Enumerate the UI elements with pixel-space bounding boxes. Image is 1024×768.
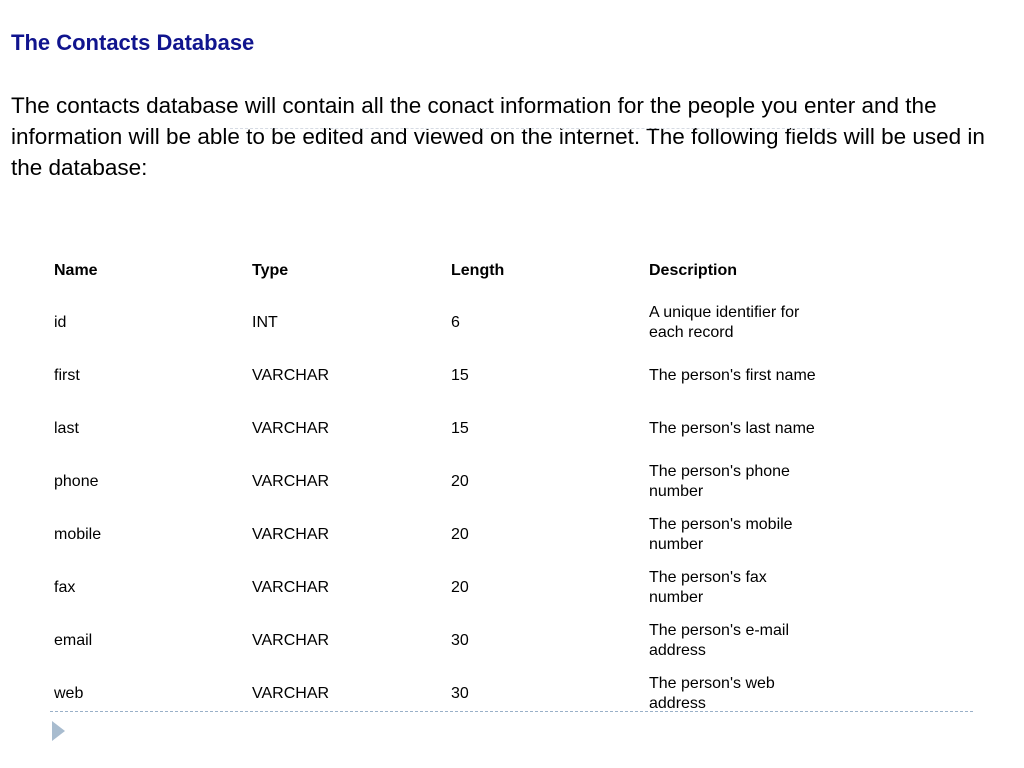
field-description-cell: [637, 614, 847, 667]
faint-divider: [230, 128, 830, 129]
field-type: INT: [252, 313, 278, 331]
field-length: 30: [451, 631, 469, 649]
slide-title: The Contacts Database: [11, 30, 255, 55]
field-description-cell: [637, 455, 847, 508]
table-row: [42, 296, 847, 349]
table-row: [42, 508, 847, 561]
field-length: 20: [451, 525, 469, 543]
header-description: Description: [649, 261, 738, 279]
field-length: 6: [451, 313, 460, 331]
field-type: VARCHAR: [252, 525, 330, 543]
header-name: Name: [54, 261, 98, 279]
header-type: Type: [252, 261, 289, 279]
field-name: web: [54, 684, 84, 702]
field-name: last: [54, 419, 79, 437]
field-name: first: [54, 366, 80, 384]
field-name: email: [54, 631, 93, 649]
field-type: VARCHAR: [252, 472, 330, 490]
field-description-cell: [637, 349, 847, 402]
field-description: The person's fax number: [649, 568, 767, 606]
fields-table: [42, 245, 847, 720]
field-length: 15: [451, 419, 469, 437]
bottom-dashed-divider: [50, 711, 973, 712]
field-name: mobile: [54, 525, 102, 543]
table-row: [42, 667, 847, 720]
field-description-cell: [637, 561, 847, 614]
field-description: A unique identifier for each record: [649, 303, 800, 341]
table-header-row: [42, 245, 847, 296]
field-description-cell: [637, 296, 847, 349]
field-type: VARCHAR: [252, 578, 330, 596]
field-description: The person's first name: [649, 366, 816, 384]
triangle-bullet-icon: [52, 721, 65, 741]
table-row: [42, 614, 847, 667]
field-type: VARCHAR: [252, 684, 330, 702]
table-row: [42, 561, 847, 614]
field-length: 15: [451, 366, 469, 384]
field-length: 20: [451, 472, 469, 490]
field-description: The person's web address: [649, 674, 775, 712]
field-description: The person's e-mail address: [649, 621, 789, 659]
field-description: The person's mobile number: [649, 515, 793, 553]
table-row: [42, 455, 847, 508]
field-description-cell: [637, 402, 847, 455]
field-type: VARCHAR: [252, 419, 330, 437]
field-description: The person's phone number: [649, 462, 790, 500]
intro-paragraph: The contacts database will contain all the conact information for the people you enter and the information will be able to be edited and viewed on the internet. The following fields will be used in the database:: [11, 93, 985, 180]
field-name: id: [54, 313, 67, 331]
table-row: [42, 349, 847, 402]
field-description: The person's last name: [649, 419, 815, 437]
field-length: 20: [451, 578, 469, 596]
field-type: VARCHAR: [252, 366, 330, 384]
table-row: [42, 402, 847, 455]
field-name: phone: [54, 472, 99, 490]
field-name: fax: [54, 578, 76, 596]
header-length: Length: [451, 261, 505, 279]
field-length: 30: [451, 684, 469, 702]
field-type: VARCHAR: [252, 631, 330, 649]
field-description-cell: [637, 508, 847, 561]
field-description-cell: [637, 667, 847, 720]
